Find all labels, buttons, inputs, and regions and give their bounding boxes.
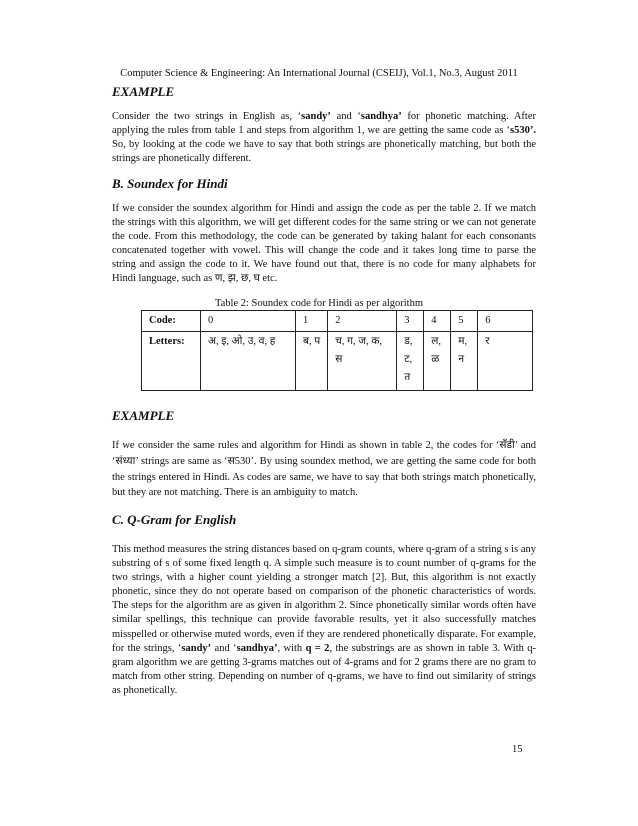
text-run: This method measures the string distances based on q-gram counts, where q-gram of a string s is any substring of s of some fixed length q. A simple such measure is to count number of q-grams for the two strings, with a higher count yielding a stronger match [2]. But, this algorithm is not exactly phonetic, since they do not operate based on comparison of the phonetic characteristics of words. The steps for the algorithm are as given in algorithm 2. Since phonetically similar words often have similar spellings, this technique can provide favorable results, yet it also successfully matches misspelled or otherwise muted words, even if they are rendered phonetically disparate. For example, for the strings, ‘ [112, 544, 536, 654]
example-hindi-paragraph: If we consider the same rules and algorithm for Hindi as shown in table 2, the codes for ‘सॅंडी’ and ‘संध्या’ strings are same as ‘स530’. By using soundex method, we are getting the same code for both the strings entered in Hindi. As codes are same, we have to say that both strings match phonetically, but they are not matching. There is an ambiguity to match. [112, 440, 536, 499]
letters-cell: अ, इ, ओ, उ, व, ह [201, 332, 296, 391]
code-cell: 4 [424, 311, 451, 332]
text-run: , the substrings are as shown in table 3. With q-gram algorithm we are getting 3-grams matches out of 4-grams and for 2 grams there are no gram to match from other string. Depending on number of q-grams, we have to find out similarity of strings as phonetically. [112, 642, 536, 696]
soundex-hindi-table [141, 310, 533, 391]
letters-cell: ल, ळ [424, 332, 451, 391]
letters-cell: ड, ट, त [397, 332, 424, 391]
text-run: and ‘ [330, 111, 361, 122]
soundex-hindi-paragraph: If we consider the soundex algorithm for Hindi and assign the code as per the table 2. If we match the strings with this algorithm, we will get different codes for the same string or we can not generate the code. From this methodology, the code can be generated by taking halant for each consonants concatenated together with vowel. This will change the code and it takes long time to parse the string and assign the code to it. We have found out that, there is no code for many alphabets for Hindi language, such as ण, झ, छ, घ etc. [112, 203, 536, 285]
letters-label: Letters: [142, 332, 201, 391]
bold-term: sandy’ [181, 642, 212, 654]
page-number: 15 [512, 744, 523, 755]
section-heading-qgram: C. Q-Gram for English [112, 512, 237, 527]
code-label: Code: [142, 311, 201, 332]
bold-term: q = 2 [305, 642, 330, 654]
code-cell: 6 [478, 311, 533, 332]
letters-cell: म, न [451, 332, 478, 391]
text-run: , with [277, 642, 306, 654]
text-run: for phonetic matching. After applying the rules from table 1 and steps from algorithm 1, we are getting the same code as ‘ [112, 111, 536, 137]
code-cell: 2 [328, 311, 397, 332]
letters-cell: ब, प [296, 332, 328, 391]
letters-cell: र [478, 332, 533, 391]
example-heading-2: EXAMPLE [112, 408, 175, 423]
code-cell: 3 [397, 311, 424, 332]
table-caption: Table 2: Soundex code for Hindi as per algorithm [214, 298, 424, 309]
text-run: Consider the two strings in English as, ‘ [112, 111, 302, 122]
running-header: Computer Science & Engineering: An International Journal (CSEIJ), Vol.1, No.3, August 2011 [120, 68, 518, 79]
text-run: and ‘ [211, 642, 237, 654]
code-cell: 5 [451, 311, 478, 332]
example-paragraph [112, 110, 536, 166]
text-run: So, by looking at the code we have to say that both strings are phonetically matching, but both the strings are phonetically different. [112, 139, 536, 165]
bold-term: sandhya’ [236, 642, 278, 654]
bold-term: sandy’ [301, 111, 331, 122]
code-cell: 1 [296, 311, 328, 332]
letters-cell: च, ग, ज, क, स [328, 332, 397, 391]
letters-row [142, 332, 533, 391]
bold-term: s530’. [510, 125, 536, 137]
code-row [142, 311, 533, 332]
section-heading-soundex-hindi: B. Soundex for Hindi [112, 176, 228, 191]
example-heading: EXAMPLE [112, 84, 175, 99]
code-cell: 0 [201, 311, 296, 332]
qgram-paragraph [112, 543, 536, 698]
bold-term: sandhya’ [360, 111, 402, 122]
